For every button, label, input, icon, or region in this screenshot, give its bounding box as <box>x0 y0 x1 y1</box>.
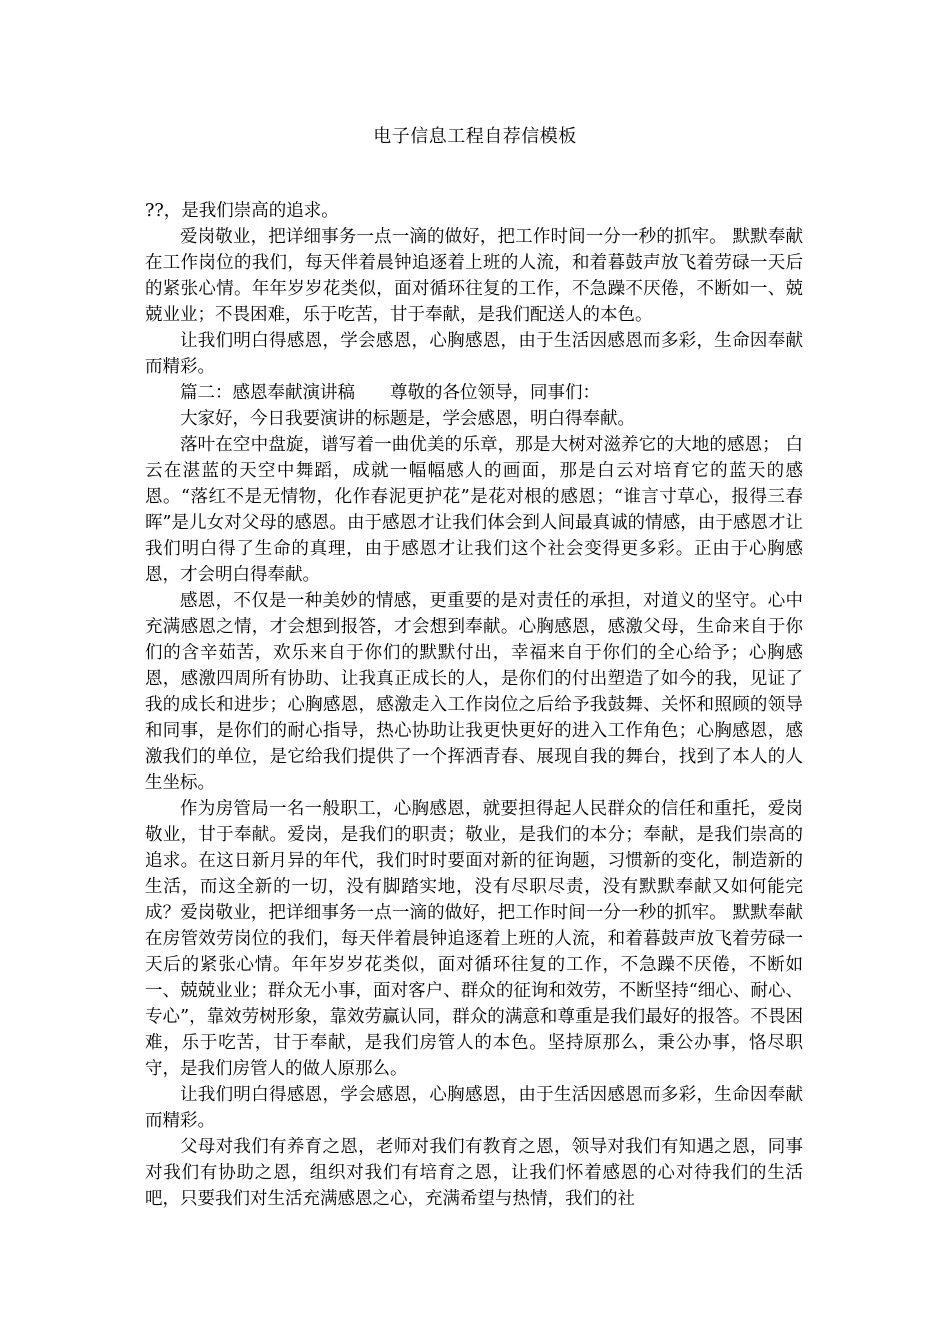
paragraph-2: 爱岗敬业，把详细事务一点一滴的做好，把工作时间一分一秒的抓牢。 默默奉献在工作岗位的我们，每天伴着晨钟追逐着上班的人流，和着暮鼓声放飞着劳碌一天后的紧张心情。年年岁岁花类似，面对循环往复的工作，不急躁不厌倦，不断如一、兢兢业业；不畏困难，乐于吃苦，甘于奉献，是我们配送人的本色。 <box>145 227 803 325</box>
paragraph-8: 作为房管局一名一般职工，心胸感恩，就要担得起人民群众的信任和重托，爱岗敬业，甘于奉献。爱岗，是我们的职责；敬业，是我们的本分；奉献，是我们崇高的追求。在这日新月异的年代，我们时时要面对新的征询题，习惯新的变化，制造新的生活，而这全新的一切，没有脚踏实地，没有尽职尽责，没有默默奉献又如何能完成？爱岗敬业，把详细事务一点一滴的做好，把工作时间一分一秒的抓牢。 默默奉献在房管效劳岗位的我们，每天伴着晨钟追逐着上班的人流，和着暮鼓声放飞着劳碌一天后的紧张心情。年年岁岁花类似，面对循环往复的工作，不急躁不厌倦，不断如一、兢兢业业；群众无小事，面对客户、群众的征询和效劳，不断坚持“细心、耐心、专心”，靠效劳树形象，靠效劳赢认同，群众的满意和尊重是我们最好的报答。不畏困难，乐于吃苦，甘于奉献，是我们房管人的本色。坚持原那么，秉公办事，恪尽职守，是我们房管人的做人原那么。 <box>145 799 803 1079</box>
document-body <box>145 198 803 1212</box>
paragraph-7: 感恩，不仅是一种美妙的情感，更重要的是对责任的承担，对道义的坚守。心中充满感恩之情，才会想到报答，才会想到奉献。心胸感恩，感激父母，生命来自于你们的含辛茹苦，欢乐来自于你们的默默付出，幸福来自于你们的全心给予；心胸感恩，感激四周所有协助、让我真正成长的人，是你们的付出塑造了如今的我，见证了我的成长和进步；心胸感恩，感激走入工作岗位之后给予我鼓舞、关怀和照顾的领导和同事，是你们的耐心指导，热心协助让我更快更好的进入工作角色；心胸感恩，感激我们的单位，是它给我们提供了一个挥洒青春、展现自我的舞台，找到了本人的人生坐标。 <box>145 591 803 793</box>
paragraph-5: 大家好，今日我要演讲的标题是，学会感恩，明白得奉献。 <box>180 409 635 429</box>
paragraph-10: 父母对我们有养育之恩，老师对我们有教育之恩，领导对我们有知遇之恩，同事对我们有协助之恩，组织对我们有培育之恩，让我们怀着感恩的心对待我们的生活吧，只要我们对生活充满感恩之心，充满希望与热情，我们的社 <box>145 1137 803 1209</box>
paragraph-9: 让我们明白得感恩，学会感恩，心胸感恩，由于生活因感恩而多彩，生命因奉献而精彩。 <box>145 1085 803 1131</box>
paragraph-4: 篇二：感恩奉献演讲稿 尊敬的各位领导，同事们： <box>180 383 600 403</box>
document-title: 电子信息工程自荐信模板 <box>373 126 577 147</box>
paragraph-6: 落叶在空中盘旋，谱写着一曲优美的乐章，那是大树对滋养它的大地的感恩； 白云在湛蓝的天空中舞蹈，成就一幅幅感人的画面，那是白云对培育它的蓝天的感恩。“落红不是无情物，化作春泥更护花”是花对根的感恩；“谁言寸草心，报得三春晖”是儿女对父母的感恩。由于感恩才让我们体会到人间最真诚的情感，由于感恩才让我们明白得了生命的真理，由于感恩才让我们这个社会变得更多彩。正由于心胸感恩，才会明白得奉献。 <box>145 435 803 585</box>
paragraph-1: ??，是我们崇高的追求。 <box>145 201 339 221</box>
paragraph-3: 让我们明白得感恩，学会感恩，心胸感恩，由于生活因感恩而多彩，生命因奉献而精彩。 <box>145 331 803 377</box>
